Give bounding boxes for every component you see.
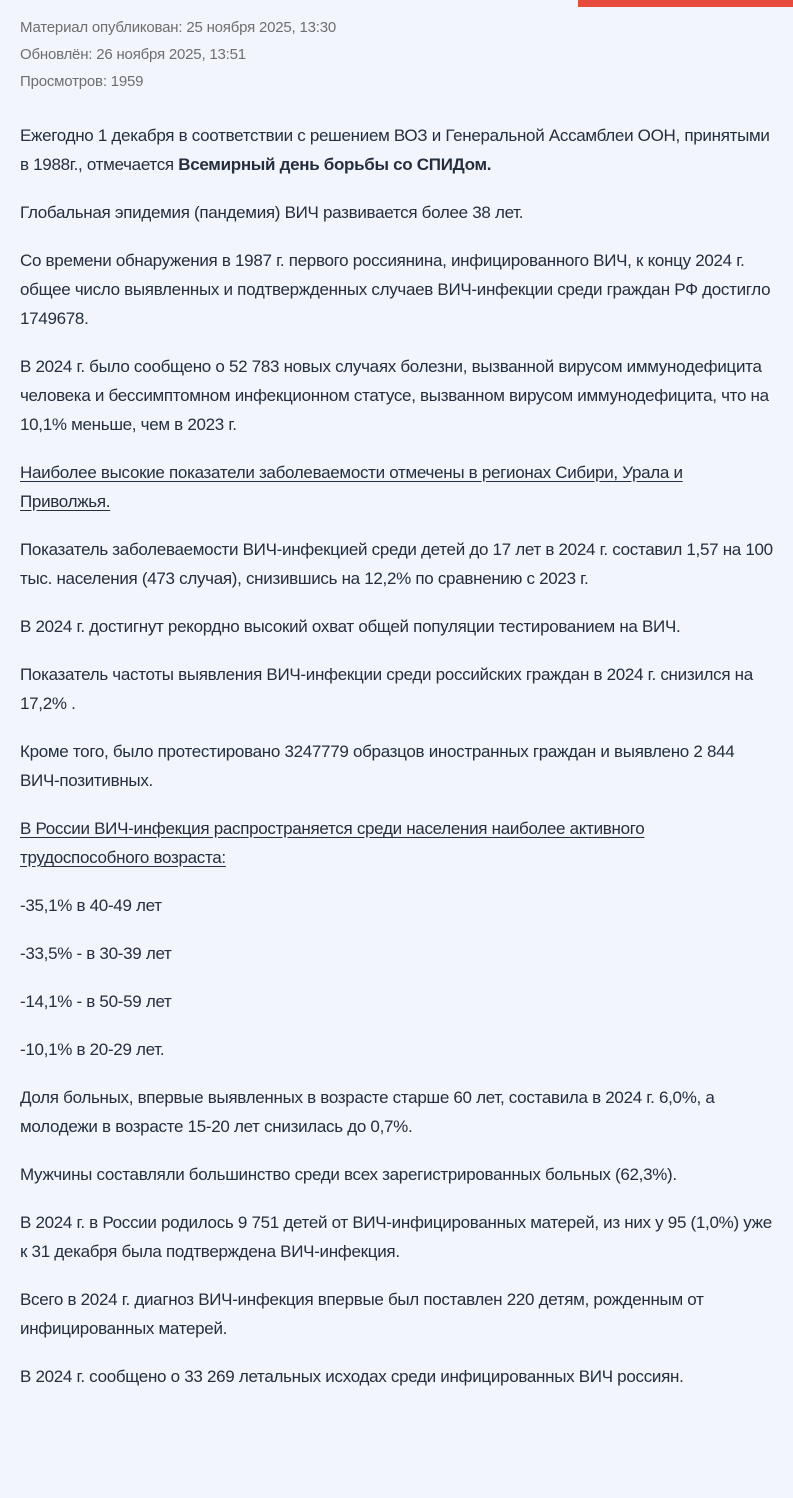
published-date: Материал опубликован: 25 ноября 2025, 13:30 — [20, 19, 337, 36]
top-accent-bar — [578, 0, 793, 7]
article-paragraph: В 2024 г. в России родилось 9 751 детей от ВИЧ-инфицированных матерей, из них у 95 (1,0%) уже к 31 декабря была подтверждена ВИЧ-инфекция. — [20, 1213, 772, 1261]
article-paragraph: В 2024 г. сообщено о 33 269 летальных исходах среди инфицированных ВИЧ россиян. — [20, 1367, 684, 1386]
article-list-item: -35,1% в 40-49 лет — [20, 896, 162, 915]
article-list-item: -10,1% в 20-29 лет. — [20, 1040, 165, 1059]
article-meta — [20, 14, 775, 95]
intro-text: Ежегодно 1 декабря в соответствии с решением ВОЗ и Генеральной Ассамблеи ООН, принятыми в 1988г., отмечается — [20, 126, 770, 174]
article-list-item: -33,5% - в 30-39 лет — [20, 944, 172, 963]
bold-highlight: Всемирный день борьбы со СПИДом. — [178, 155, 492, 174]
article-paragraph-underlined: Наиболее высокие показатели заболеваемости отмечены в регионах Сибири, Урала и Приволжья. — [20, 463, 683, 511]
article-paragraph: Доля больных, впервые выявленных в возрасте старше 60 лет, составила в 2024 г. 6,0%, а молодежи в возрасте 15-20 лет снизилась до 0,7%. — [20, 1088, 715, 1136]
updated-date: Обновлён: 26 ноября 2025, 13:51 — [20, 46, 246, 63]
article-paragraph: Глобальная эпидемия (пандемия) ВИЧ развивается более 38 лет. — [20, 203, 524, 222]
article-body — [20, 121, 775, 1391]
article-paragraph: В 2024 г. было сообщено о 52 783 новых случаях болезни, вызванной вирусом иммунодефицита человека и бессимптомном инфекционном статусе, вызванном вирусом иммунодефицита, что на 10,1% меньше, чем в 2023 г. — [20, 357, 769, 434]
article-paragraph: В 2024 г. достигнут рекордно высокий охват общей популяции тестированием на ВИЧ. — [20, 617, 681, 636]
article-paragraph: Мужчины составляли большинство среди всех зарегистрированных больных (62,3%). — [20, 1165, 677, 1184]
article-list-item: -14,1% - в 50-59 лет — [20, 992, 172, 1011]
views-count: Просмотров: 1959 — [20, 73, 144, 90]
article-paragraph: Кроме того, было протестировано 3247779 образцов иностранных граждан и выявлено 2 844 ВИЧ-позитивных. — [20, 742, 735, 790]
article-paragraph: Показатель частоты выявления ВИЧ-инфекции среди российских граждан в 2024 г. снизился на 17,2% . — [20, 665, 753, 713]
article-paragraph-intro — [20, 121, 775, 179]
article-paragraph: Всего в 2024 г. диагноз ВИЧ-инфекция впервые был поставлен 220 детям, рожденным от инфицированных матерей. — [20, 1290, 704, 1338]
article-paragraph: Показатель заболеваемости ВИЧ-инфекцией среди детей до 17 лет в 2024 г. составил 1,57 на 100 тыс. населения (473 случая), снизившись на 12,2% по сравнению с 2023 г. — [20, 540, 773, 588]
article-paragraph-underlined: В России ВИЧ-инфекция распространяется среди населения наиболее активного трудоспособного возраста: — [20, 819, 645, 867]
article-paragraph: Со времени обнаружения в 1987 г. первого россиянина, инфицированного ВИЧ, к концу 2024 г. общее число выявленных и подтвержденных случаев ВИЧ-инфекции среди граждан РФ достигло 1749678. — [20, 251, 771, 328]
